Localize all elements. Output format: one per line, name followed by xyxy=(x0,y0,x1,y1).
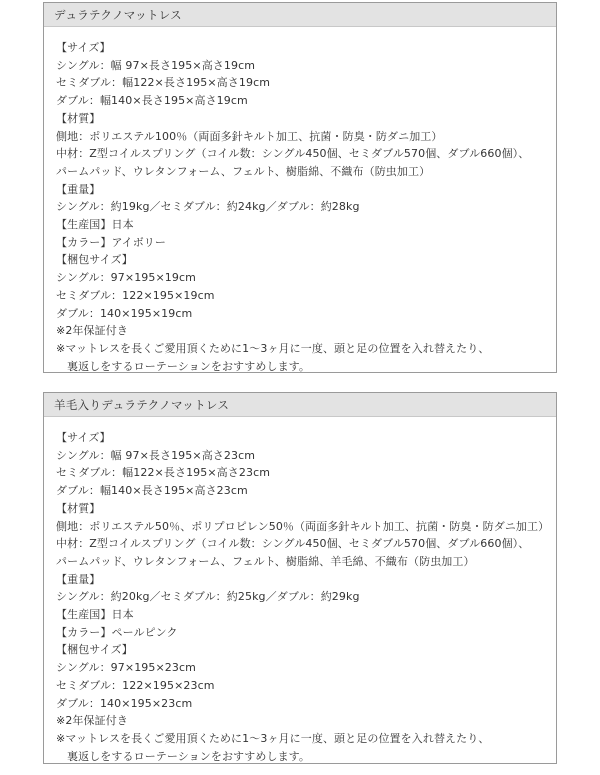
spec-line: セミダブル：122×195×23cm xyxy=(56,678,215,692)
spec-list xyxy=(44,417,556,765)
spec-line: 中材：Z型コイルスプリング（コイル数：シングル450個、セミダブル570個、ダブル660個）、 xyxy=(56,537,530,551)
spec-box-title: デュラテクノマットレス xyxy=(44,3,556,27)
spec-line: ダブル：幅140×長さ195×高さ19cm xyxy=(56,94,248,108)
spec-line: セミダブル：幅122×長さ195×高さ23cm xyxy=(56,466,271,480)
spec-line: ダブル：140×195×23cm xyxy=(56,696,193,710)
spec-line: ※マットレスを長くご愛用頂くために1～3ヶ月に一度、頭と足の位置を入れ替えたり、 xyxy=(56,341,490,355)
spec-line: 【材質】 xyxy=(56,111,101,125)
spec-line: パームパッド、ウレタンフォーム、フェルト、樹脂綿、羊毛綿、不織布（防虫加工） xyxy=(56,554,475,568)
spec-line: セミダブル：122×195×19cm xyxy=(56,288,215,302)
spec-line: ダブル：140×195×19cm xyxy=(56,306,193,320)
spec-line: 【材質】 xyxy=(56,501,101,515)
spec-line: セミダブル：幅122×長さ195×高さ19cm xyxy=(56,76,271,90)
spec-line: ダブル：幅140×長さ195×高さ23cm xyxy=(56,484,248,498)
spec-line: 【カラー】ペールピンク xyxy=(56,625,178,639)
spec-line: 側地：ポリエステル50％、ポリプロピレン50％（両面多針キルト加工、抗菌・防臭・防ダニ加工） xyxy=(56,519,550,533)
spec-line: シングル：97×195×19cm xyxy=(56,271,196,285)
spec-line: シングル：約19kg／セミダブル：約24kg／ダブル：約28kg xyxy=(56,200,360,214)
spec-line: 【生産国】日本 xyxy=(56,608,134,622)
spec-line: 側地：ポリエステル100％（両面多針キルト加工、抗菌・防臭・防ダニ加工） xyxy=(56,129,443,143)
spec-line: シングル：幅 97×長さ195×高さ23cm xyxy=(56,448,256,462)
spec-line: 【重量】 xyxy=(56,572,101,586)
spec-line: 裏返しをするローテーションをおすすめします。 xyxy=(67,749,310,763)
spec-line: 【生産国】日本 xyxy=(56,218,134,232)
spec-line: 【梱包サイズ】 xyxy=(56,253,133,267)
spec-line: 裏返しをするローテーションをおすすめします。 xyxy=(67,359,310,373)
spec-box-wool-duratechno xyxy=(43,392,557,764)
spec-line: シングル：幅 97×長さ195×高さ19cm xyxy=(56,58,256,72)
spec-line: パームパッド、ウレタンフォーム、フェルト、樹脂綿、不織布（防虫加工） xyxy=(56,164,431,178)
spec-box-title: 羊毛入りデュラテクノマットレス xyxy=(44,393,556,417)
spec-line: ※2年保証付き xyxy=(56,324,128,338)
spec-line: シングル：約20kg／セミダブル：約25kg／ダブル：約29kg xyxy=(56,590,360,604)
spec-line: 【サイズ】 xyxy=(56,41,111,54)
spec-box-duratechno xyxy=(43,2,557,373)
spec-list xyxy=(44,27,556,375)
spec-line: シングル：97×195×23cm xyxy=(56,661,196,675)
spec-line: ※2年保証付き xyxy=(56,714,128,728)
spec-line: 【サイズ】 xyxy=(56,431,111,444)
spec-line: 【梱包サイズ】 xyxy=(56,643,133,657)
spec-line: ※マットレスを長くご愛用頂くために1～3ヶ月に一度、頭と足の位置を入れ替えたり、 xyxy=(56,731,490,745)
spec-line: 【重量】 xyxy=(56,182,101,196)
spec-line: 中材：Z型コイルスプリング（コイル数：シングル450個、セミダブル570個、ダブル660個）、 xyxy=(56,147,530,161)
spec-line: 【カラー】アイボリー xyxy=(56,235,167,249)
